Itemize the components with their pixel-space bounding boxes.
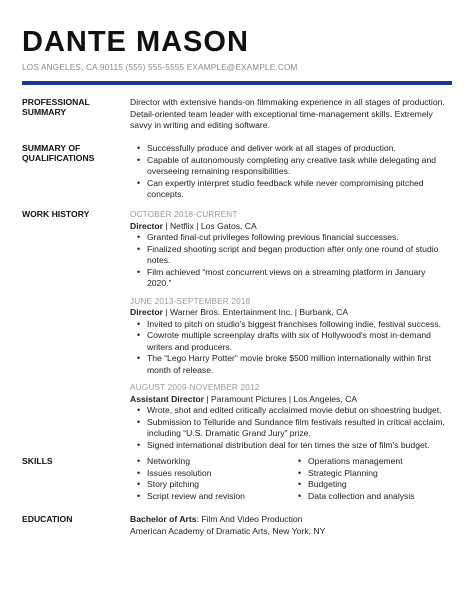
job-details: | Warner Bros. Entertainment Inc. | Burbank, CA (162, 307, 349, 317)
job-entry (130, 382, 452, 451)
job-details: | Netflix | Los Gatos, CA (162, 220, 257, 231)
job-title: Director (130, 220, 163, 231)
summary-text: Director with extensive hands-on filmmaking experience in all stages of production. Detail-oriented team leader with exceptional time-management skills. Extremely savvy in writing and editing software. (130, 97, 445, 130)
education-degree: Bachelor of Arts (130, 514, 197, 524)
job-dates: AUGUST 2009-NOVEMBER 2012 (130, 383, 260, 392)
job-entry (130, 296, 452, 377)
list-item: • Issues resolution (130, 468, 291, 480)
summary-content (130, 97, 452, 132)
qualifications-list (130, 143, 452, 201)
list-item: • Capable of autonomously completing any creative task while delegating and overseeing remaining responsibilities. (130, 155, 452, 178)
job-entry (130, 209, 452, 290)
job-bullets (130, 232, 452, 290)
header-divider (22, 81, 452, 85)
job-title: Director (130, 307, 163, 317)
list-item: • Finalized shooting script and began production after only one round of studio notes. (130, 244, 452, 267)
job-heading (130, 394, 452, 406)
job-bullets (130, 405, 452, 451)
job-details: | Paramount Pictures | Los Angeles, CA (204, 393, 358, 404)
list-item: • Budgeting (291, 479, 452, 491)
list-item: • The “Lego Harry Potter” movie broke $500 million internationally within first month of release. (130, 353, 452, 376)
list-item: • Script review and revision (130, 491, 291, 503)
job-dates: OCTOBER 2018-CURRENT (130, 210, 238, 219)
qualifications-content (130, 143, 452, 201)
list-item: • Successfully produce and deliver work at all stages of production. (130, 143, 452, 155)
list-item: • Cowrote multiple screenplay drafts with six of Hollywood's most in-demand writers and producers. (130, 330, 452, 353)
section-label-education: EDUCATION (22, 514, 73, 524)
work-history-content (130, 209, 452, 457)
skills-list-right (291, 456, 452, 502)
education-content (130, 514, 452, 537)
skills-content (130, 456, 452, 502)
skills-list-left (130, 456, 291, 502)
list-item: • Submission to Telluride and Sundance film festivals resulted in critical acclaim, including “U.S. Dramatic Grand Jury” prize. (130, 417, 452, 440)
list-item: • Operations management (291, 456, 452, 468)
list-item: • Data collection and analysis (291, 491, 452, 503)
list-item: • Story pitching (130, 479, 291, 491)
list-item: • Networking (130, 456, 291, 468)
education-school: American Academy of Dramatic Arts, New York, NY (130, 525, 326, 536)
list-item: • Granted final-cut privileges following previous financial successes. (130, 232, 452, 244)
candidate-name: DANTE MASON (22, 26, 249, 58)
list-item: • Invited to pitch on studio's biggest franchises following indie, festival success. (130, 319, 452, 331)
contact-line: LOS ANGELES, CA 90115 (555) 555-5555 EXAMPLE@EXAMPLE.COM (22, 63, 298, 72)
list-item: • Strategic Planning (291, 468, 452, 480)
job-dates: JUNE 2013-SEPTEMBER 2018 (130, 296, 251, 306)
job-heading (130, 307, 452, 319)
section-label-skills: SKILLS (22, 456, 53, 466)
job-title: Assistant Director (130, 393, 205, 404)
list-item: • Signed international distribution deal for ten times the size of film's budget. (130, 440, 452, 452)
list-item: • Wrote, shot and edited critically acclaimed movie debut on shoestring budget. (130, 405, 452, 417)
list-item: • Can expertly interpret studio feedback while never compromising pitched concepts. (130, 178, 452, 201)
job-bullets (130, 319, 452, 377)
education-field: : Film And Video Production (196, 514, 303, 524)
section-label-summary: PROFESSIONAL SUMMARY (22, 97, 90, 117)
list-item: • Film achieved “most concurrent views on a streaming platform in January 2020.” (130, 267, 452, 290)
education-degree-line (130, 514, 452, 526)
section-label-work-history: WORK HISTORY (22, 209, 90, 219)
section-label-qualifications: SUMMARY OF QUALIFICATIONS (22, 143, 95, 163)
job-heading (130, 221, 452, 233)
